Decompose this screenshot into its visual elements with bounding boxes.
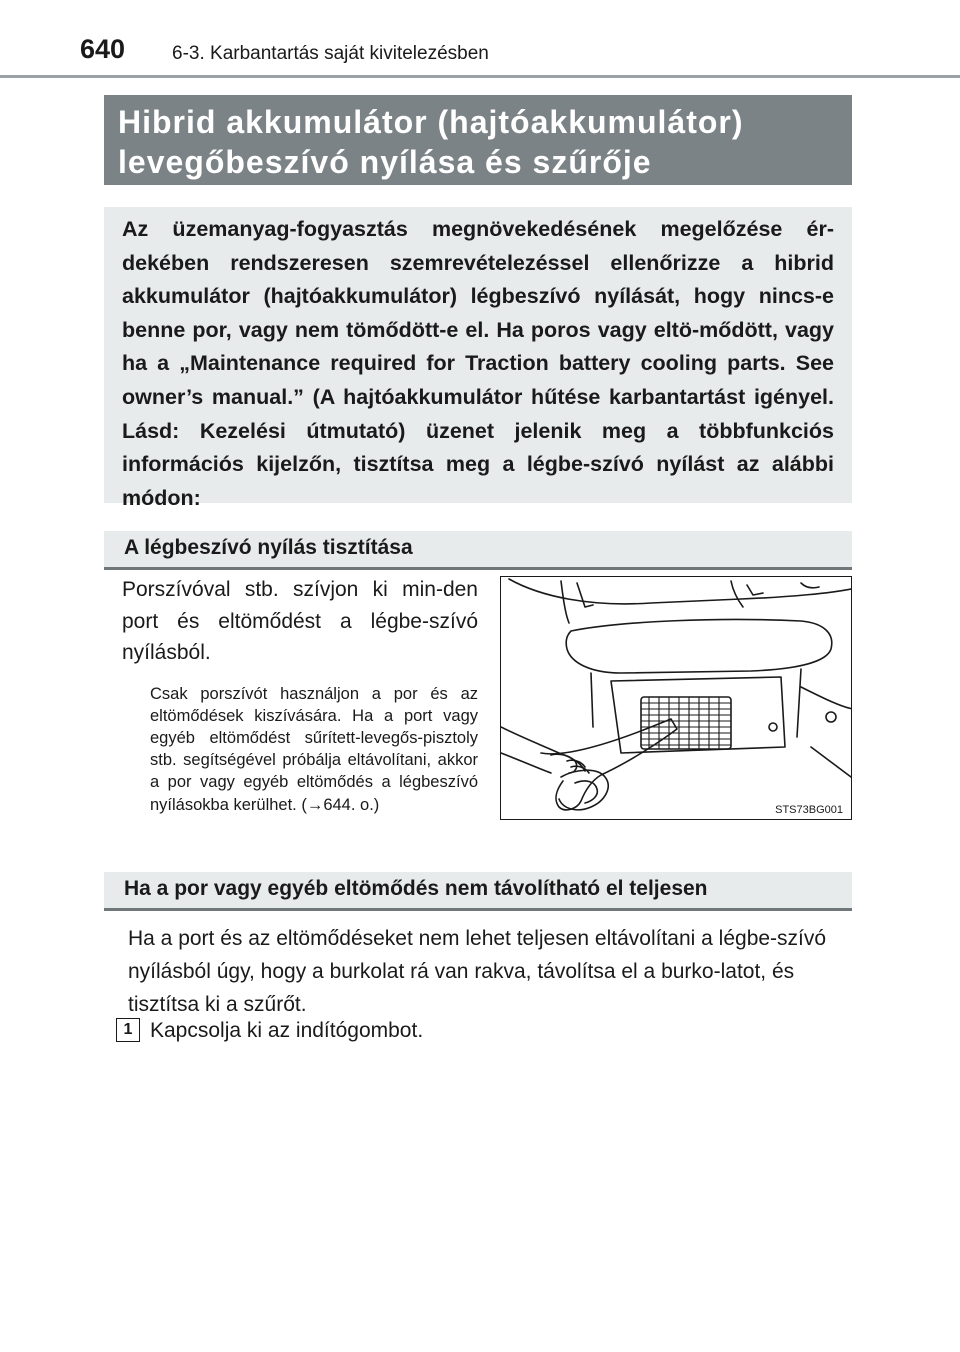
title-box — [104, 95, 852, 185]
step-text: Kapcsolja ki az indítógombot. — [150, 1019, 424, 1042]
subheading-cleaning — [104, 531, 852, 570]
step-number-badge: 1 — [116, 1018, 140, 1042]
cleaning-note: Csak porszívót használjon a por és az eltömődések kiszívására. Ha a port vagy egyéb eltömődést sűrített-levegős-pisztoly stb. segítségével próbálja eltávolítani, akkor a por vagy egyéb eltömődés a légbeszívó nyílásokba kerülhet. (→644. o.) — [150, 684, 478, 814]
removal-instruction: Ha a port és az eltömődéseket nem lehet teljesen eltávolítani a légbe-szívó nyílásból úgy, hogy a burkolat rá van rakva, távolítsa el a burko-latot, és tisztítsa ki a szűrőt. — [128, 927, 827, 1016]
figure-code: STS73BG001 — [775, 804, 843, 816]
cleaning-text-column — [122, 574, 478, 816]
subheading-not-removable-text: Ha a por vagy egyéb eltömődés nem távolítható el teljesen — [124, 877, 708, 900]
header-rule — [0, 75, 960, 78]
page-number: 640 — [80, 34, 126, 64]
running-head: 6-3. Karbantartás saját kivitelezésben — [172, 43, 489, 64]
intro-text: Az üzemanyag-fogyasztás megnövekedésének megelőzése ér-dekében rendszeresen szemrevételezéssel ellenőrizze a hibrid akkumulátor (hajtóakkumulátor) légbeszívó nyílását, hogy nincs-e benne por, vagy nem tömődött-e el. Ha poros vagy eltö-mődött, vagy ha a „Maintenance required for Traction battery cooling parts. See owner’s manual.” (A hajtóakkumulátor hűtése karbantartást igényel. Lásd: Kezelési útmutató) üzenet jelenik meg a többfunkciós információs kijelzőn, tisztítsa meg a légbe-szívó nyílást az alábbi módon: — [122, 217, 834, 510]
vacuum-illustration-drawing — [501, 577, 852, 820]
vacuum-illustration — [500, 576, 852, 820]
cleaning-instruction: Porszívóval stb. szívjon ki min-den port és eltömődést a légbe-szívó nyílásból. — [122, 578, 478, 664]
subheading-cleaning-text: A légbeszívó nyílás tisztítása — [124, 536, 413, 559]
subheading-not-removable — [104, 872, 852, 911]
intro-box — [104, 207, 852, 510]
page-title: Hibrid akkumulátor (hajtóakkumulátor) levegőbeszívó nyílása és szűrője — [118, 104, 744, 180]
